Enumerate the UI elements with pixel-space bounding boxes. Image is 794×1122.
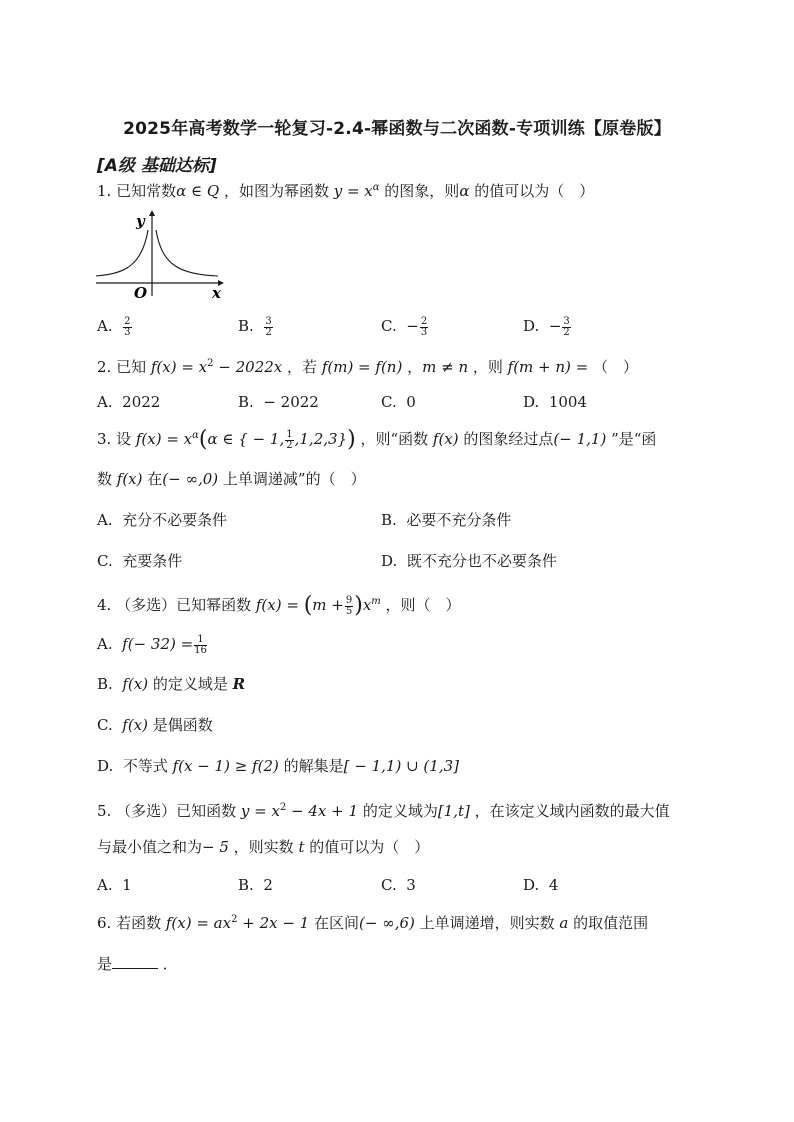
- q5-option-b[interactable]: B. 2: [238, 876, 273, 894]
- question-2-stem: 2. 已知 $f(x) = x^2 - 2022x$ ，若 f(m) = f(n) ，m ≠ n ，则 f(m + n) = （ ）: [97, 358, 639, 376]
- q1-option-d[interactable]: D. − $\frac{3}{2}$: [523, 315, 570, 338]
- power-function-graph: [94, 208, 226, 302]
- curve-right-branch: [156, 230, 218, 276]
- q1-option-c[interactable]: C. − $\frac{2}{3}$: [381, 315, 428, 338]
- question-4-stem: 4. （多选）已知幂函数 f(x) = (m + $\frac{9}{5}$ )$x^m$ ，则（ ）: [97, 593, 461, 618]
- page-title: 2025年高考数学一轮复习-2.4-幂函数与二次函数-专项训练【原卷版】: [123, 119, 671, 139]
- curve-left-branch: [96, 230, 148, 276]
- graph-x-label: x: [212, 284, 221, 302]
- question-6-stem-line-2: 是 ．: [97, 955, 178, 973]
- q2-option-d[interactable]: D. 1004: [523, 393, 587, 411]
- q1-option-a[interactable]: A. $\frac{2}{3}$: [97, 315, 131, 338]
- answer-blank[interactable]: [112, 954, 158, 969]
- section-heading: [A级 基础达标]: [97, 156, 217, 176]
- q1-option-b[interactable]: B. $\frac{3}{2}$: [238, 315, 272, 338]
- graph-y-label: y: [136, 212, 145, 230]
- question-3-stem-line-2: 数 f(x) 在(− ∞,0) 上单调递减”的（ ）: [97, 470, 366, 488]
- q4-option-b[interactable]: B. f(x) 的定义域是 R: [97, 675, 246, 693]
- q4-option-a[interactable]: A. f(− 32) = $\frac{1}{16}$: [97, 633, 207, 656]
- q2-option-c[interactable]: C. 0: [381, 393, 416, 411]
- question-5-stem-line-2: 与最小值之和为− 5 ，则实数 t 的值可以为（ ）: [97, 838, 430, 856]
- q5-option-d[interactable]: D. 4: [523, 876, 559, 894]
- q2-option-b[interactable]: B. − 2022: [238, 393, 319, 411]
- q3-option-a[interactable]: A. 充分不必要条件: [97, 511, 228, 529]
- q3-option-d[interactable]: D. 既不充分也不必要条件: [381, 552, 557, 570]
- question-6-stem-line-1: 6. 若函数 $f(x) = ax^2 + 2x - 1$ 在区间(− ∞,6) 上单调递增，则实数 a 的取值范围: [97, 914, 649, 932]
- q3-option-b[interactable]: B. 必要不充分条件: [381, 511, 512, 529]
- q3-option-c[interactable]: C. 充要条件: [97, 552, 183, 570]
- q5-option-c[interactable]: C. 3: [381, 876, 416, 894]
- graph-origin-label: O: [134, 284, 148, 302]
- q5-option-a[interactable]: A. 1: [97, 876, 132, 894]
- q4-option-d[interactable]: D. 不等式 f(x − 1) ≥ f(2) 的解集是[ − 1,1) ∪ (1,3]: [97, 757, 459, 775]
- q4-option-c[interactable]: C. f(x) 是偶函数: [97, 716, 213, 734]
- question-5-stem-line-1: 5. （多选）已知函数 $y = x^2 - 4x + 1$ 的定义域为[1,t] ，在该定义域内函数的最大值: [97, 802, 670, 820]
- question-1-stem: 1. 已知常数α ∈ Q ，如图为幂函数 $y = x^\alpha$ 的图象，则α 的值可以为（ ）: [97, 182, 595, 200]
- q2-option-a[interactable]: A. 2022: [97, 393, 161, 411]
- y-axis-arrow: [149, 210, 155, 216]
- question-3-stem-line-1: 3. 设 $f(x) = x^\alpha(\alpha$ ∈ { − 1, $\frac{1}{2}$ ,1,2,3}) ，则“函数 f(x) 的图象经过点(− 1,1) ”是“函: [97, 427, 657, 452]
